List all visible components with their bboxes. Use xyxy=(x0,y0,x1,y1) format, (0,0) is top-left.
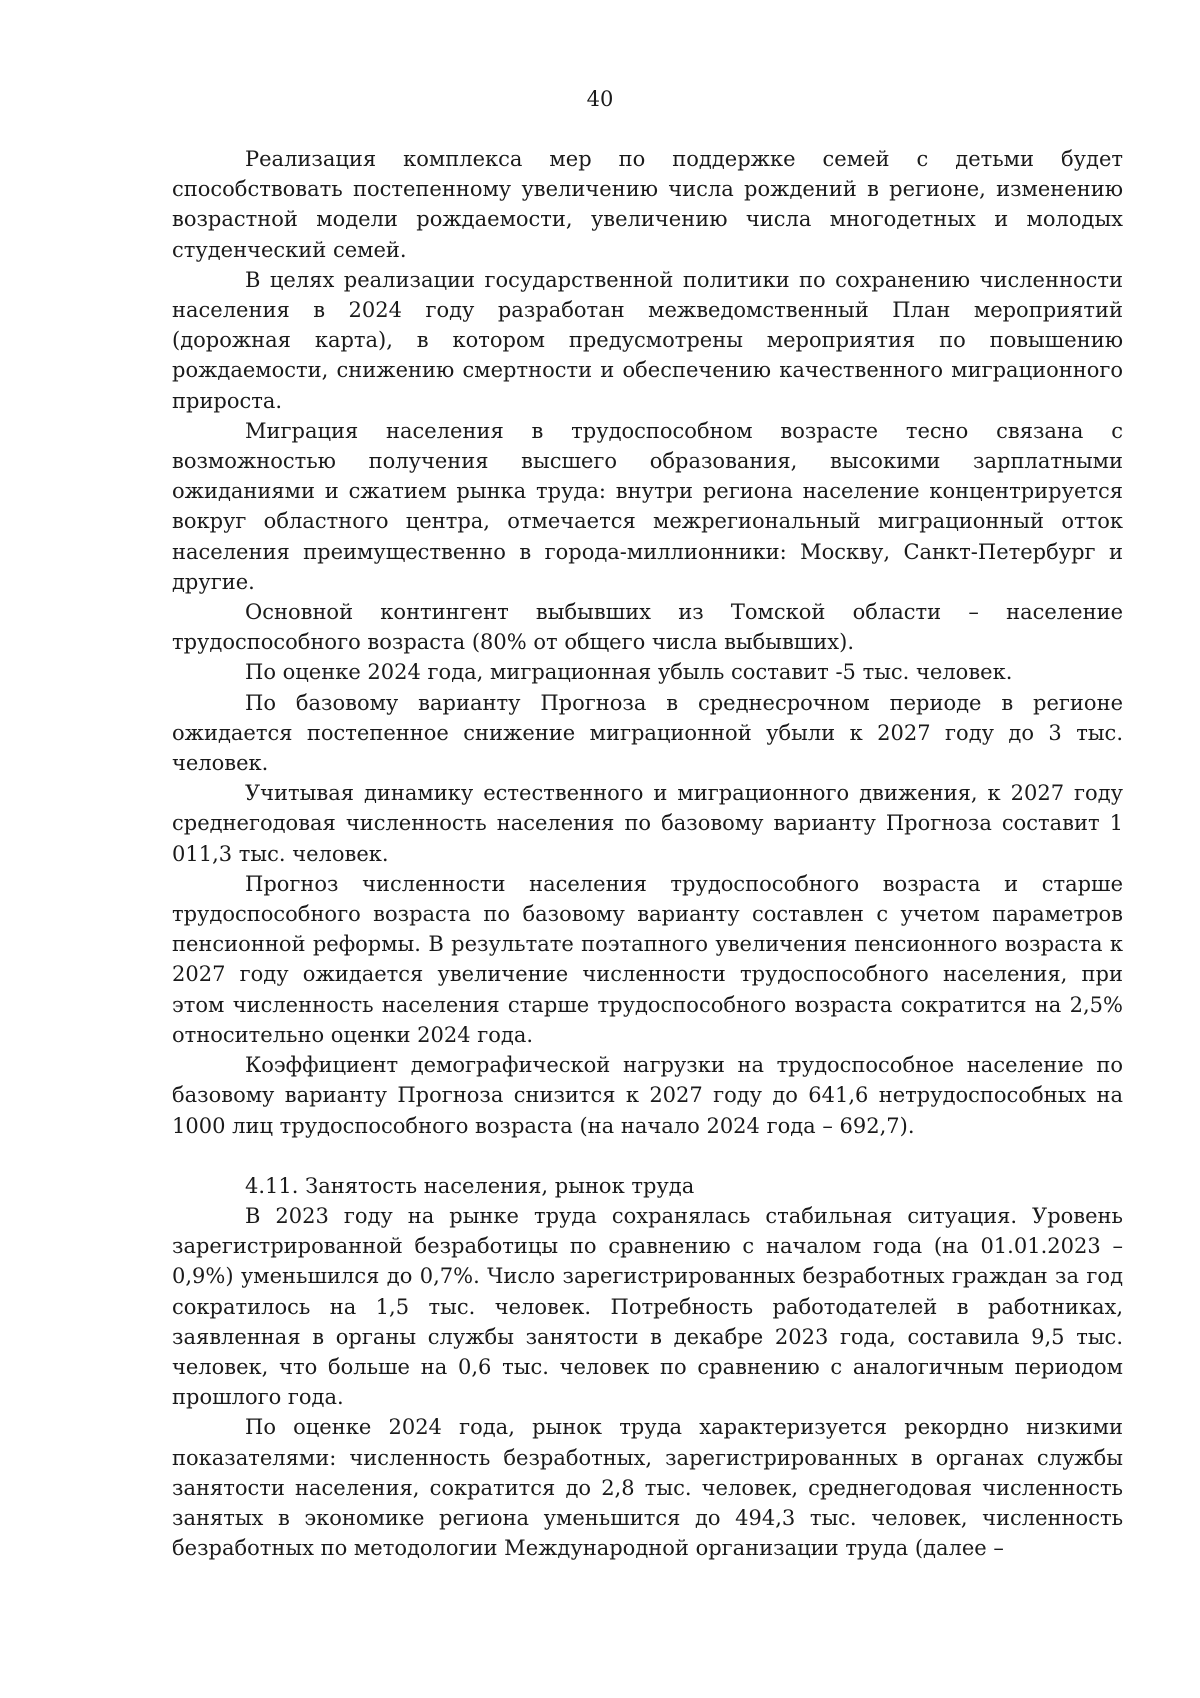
paragraph-working-age-forecast: Прогноз численности населения трудоспособного возраста и старше трудоспособного возраста по базовому варианту составлен с учетом параметров пенсионной реформы. В результате поэтапного увеличения пенсионного возраста к 2027 году ожидается увеличение численности трудоспособного населения, при этом численность населения старше трудоспособного возраста сократится на 2,5% относительно оценки 2024 года. xyxy=(172,871,1123,1047)
section-heading: 4.11. Занятость населения, рынок труда xyxy=(245,1173,695,1198)
paragraph-family-support: Реализация комплекса мер по поддержке семей с детьми будет способствовать постепенному увеличению числа рождений в регионе, изменению возрастной модели рождаемости, увеличению числа многодетных и молодых студенческий семей. xyxy=(172,147,1123,262)
paragraph-migration: Миграция населения в трудоспособном возрасте тесно связана с возможностью получения высшего образования, высокими зарплатными ожиданиями и сжатием рынка труда: внутри региона население концентрируется вокруг областного центра, отмечается межрегиональный миграционный отток населения преимущественно в города-миллионники: Москву, Санкт-Петербург и другие. xyxy=(172,418,1123,594)
paragraph-labor-market-2024: По оценке 2024 года, рынок труда характеризуется рекордно низкими показателями: численность безработных, зарегистрированных в органах службы занятости населения, сократится до 2,8 тыс. человек, среднегодовая численность занятых в экономике региона уменьшится до 494,3 тыс. человек, численность безработных по методологии Международной организации труда (далее – xyxy=(172,1415,1123,1561)
paragraph-state-policy: В целях реализации государственной политики по сохранению численности населения в 2024 году разработан межведомственный План мероприятий (дорожная карта), в котором предусмотрены мероприятия по повышению рождаемости, снижению смертности и обеспечению качественного миграционного прироста. xyxy=(172,267,1123,413)
paragraph-labor-market-2023: В 2023 году на рынке труда сохранялась стабильная ситуация. Уровень зарегистрированной безработицы по сравнению с началом года (на 01.01.2023 – 0,9%) уменьшился до 0,7%. Число зарегистрированных безработных граждан за год сократилось на 1,5 тыс. человек. Потребность работодателей в работниках, заявленная в органы службы занятости в декабре 2023 года, составила 9,5 тыс. человек, что больше на 0,6 тыс. человек по сравнению с аналогичным периодом прошлого года. xyxy=(172,1203,1123,1410)
document-body xyxy=(172,144,1123,1563)
paragraph-migration-loss-estimate: По оценке 2024 года, миграционная убыль составит -5 тыс. человек. xyxy=(245,660,1013,685)
page-number: 40 xyxy=(586,87,614,111)
paragraph-departed-contingent: Основной контингент выбывших из Томской области – население трудоспособного возраста (80% от общего числа выбывших). xyxy=(172,600,1123,655)
paragraph-migration-forecast: По базовому варианту Прогноза в среднесрочном периоде в регионе ожидается постепенное снижение миграционной убыли к 2027 году до 3 тыс. человек. xyxy=(172,690,1123,776)
paragraph-population-forecast: Учитывая динамику естественного и миграционного движения, к 2027 году среднегодовая численность населения по базовому варианту Прогноза составит 1 011,3 тыс. человек. xyxy=(172,781,1123,866)
paragraph-dependency-ratio: Коэффициент демографической нагрузки на трудоспособное население по базовому варианту Прогноза снизится к 2027 году до 641,6 нетрудоспособных на 1000 лиц трудоспособного возраста (на начало 2024 года – 692,7). xyxy=(172,1053,1123,1138)
